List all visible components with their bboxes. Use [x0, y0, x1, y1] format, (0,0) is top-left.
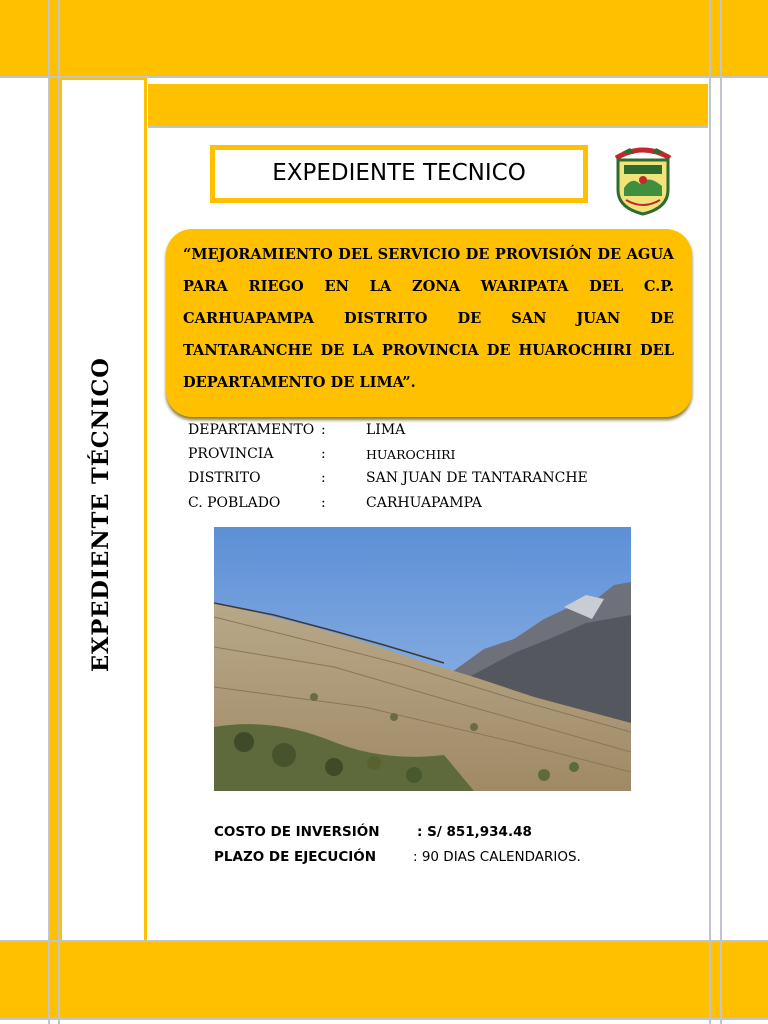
location-value: CARHUAPAMPA — [366, 495, 482, 511]
location-label: C. POBLADO — [188, 495, 281, 511]
location-value: HUAROCHIRI — [366, 447, 456, 462]
frame-line-right-inner — [709, 0, 711, 1024]
location-value: LIMA — [366, 422, 406, 438]
term-value: : 90 DIAS CALENDARIOS. — [413, 849, 581, 865]
location-label: PROVINCIA — [188, 446, 274, 462]
location-separator: : — [321, 495, 326, 511]
top-banner — [0, 0, 768, 76]
location-separator: : — [321, 470, 326, 486]
frame-line-left-inner — [58, 0, 60, 1024]
bottom-banner — [0, 942, 768, 1018]
cost-value: : S/ 851,934.48 — [417, 824, 532, 840]
landscape-photo — [214, 527, 631, 791]
frame-line-top — [0, 76, 768, 78]
location-separator: : — [321, 422, 326, 438]
location-separator: : — [321, 446, 326, 462]
location-value: SAN JUAN DE TANTARANCHE — [366, 470, 588, 486]
frame-line-left-outer — [48, 0, 50, 1024]
municipal-seal-icon — [612, 140, 674, 216]
header-bar-rule — [148, 126, 708, 128]
frame-line-right-outer — [720, 0, 722, 1024]
cost-label: COSTO DE INVERSIÓN — [214, 824, 380, 840]
header-bar — [148, 84, 708, 126]
frame-line-bottom — [0, 1018, 768, 1020]
term-label: PLAZO DE EJECUCIÓN — [214, 849, 377, 865]
document-title: EXPEDIENTE TECNICO — [210, 145, 588, 203]
project-name: “MEJORAMIENTO DEL SERVICIO DE PROVISIÓN DE AGUA PARA RIEGO EN LA ZONA WARIPATA DEL C.P. CARHUAPAMPA DISTRITO DE SAN JUAN DE TANTARANCHE DE LA PROVINCIA DE HUAROCHIRI DEL DEPARTAMENTO DE LIMA”. — [183, 246, 674, 391]
side-title: EXPEDIENTE TÉCNICO — [88, 357, 114, 672]
location-label: DISTRITO — [188, 470, 261, 486]
location-label: DEPARTAMENTO — [188, 422, 315, 438]
frame-line-bottom-upper — [0, 940, 768, 942]
project-name-box — [166, 229, 692, 417]
